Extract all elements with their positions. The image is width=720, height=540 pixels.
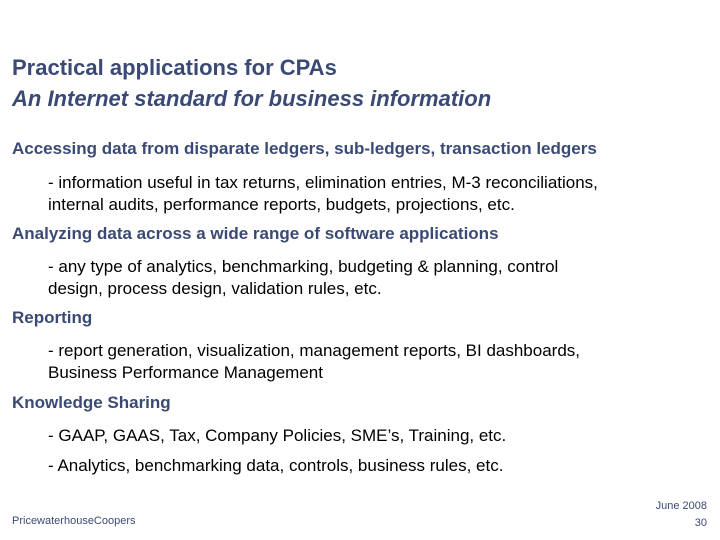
section-heading-knowledge-sharing: Knowledge Sharing xyxy=(12,393,171,412)
section-detail-accessing-data-line-1: - information useful in tax returns, elimination entries, M-3 reconciliations, xyxy=(48,173,598,192)
section-heading-reporting: Reporting xyxy=(12,308,93,327)
title-line-1: Practical applications for CPAs xyxy=(12,55,337,80)
section-heading-accessing-data: Accessing data from disparate ledgers, sub-ledgers, transaction ledgers xyxy=(12,139,597,158)
section-detail-knowledge-sharing-line-1: - GAAP, GAAS, Tax, Company Policies, SME’s, Training, etc. xyxy=(48,426,507,445)
section-detail-reporting-line-1: - report generation, visualization, management reports, BI dashboards, xyxy=(48,341,581,360)
section-detail-accessing-data-line-2: internal audits, performance reports, budgets, projections, etc. xyxy=(48,195,515,214)
section-detail-analyzing-data-line-1: - any type of analytics, benchmarking, budgeting & planning, control xyxy=(48,257,559,276)
section-heading-analyzing-data: Analyzing data across a wide range of software applications xyxy=(12,224,499,243)
title-line-2-subtitle: An Internet standard for business information xyxy=(12,86,492,111)
footer-company-name: PricewaterhouseCoopers xyxy=(12,515,136,527)
footer-date: June 2008 xyxy=(655,500,707,512)
section-detail-knowledge-sharing-line-2: - Analytics, benchmarking data, controls, business rules, etc. xyxy=(48,456,504,475)
section-detail-reporting-line-2: Business Performance Management xyxy=(48,363,323,382)
footer-page-number: 30 xyxy=(694,517,707,529)
section-detail-analyzing-data-line-2: design, process design, validation rules, etc. xyxy=(48,279,382,298)
slide-title xyxy=(12,52,712,114)
